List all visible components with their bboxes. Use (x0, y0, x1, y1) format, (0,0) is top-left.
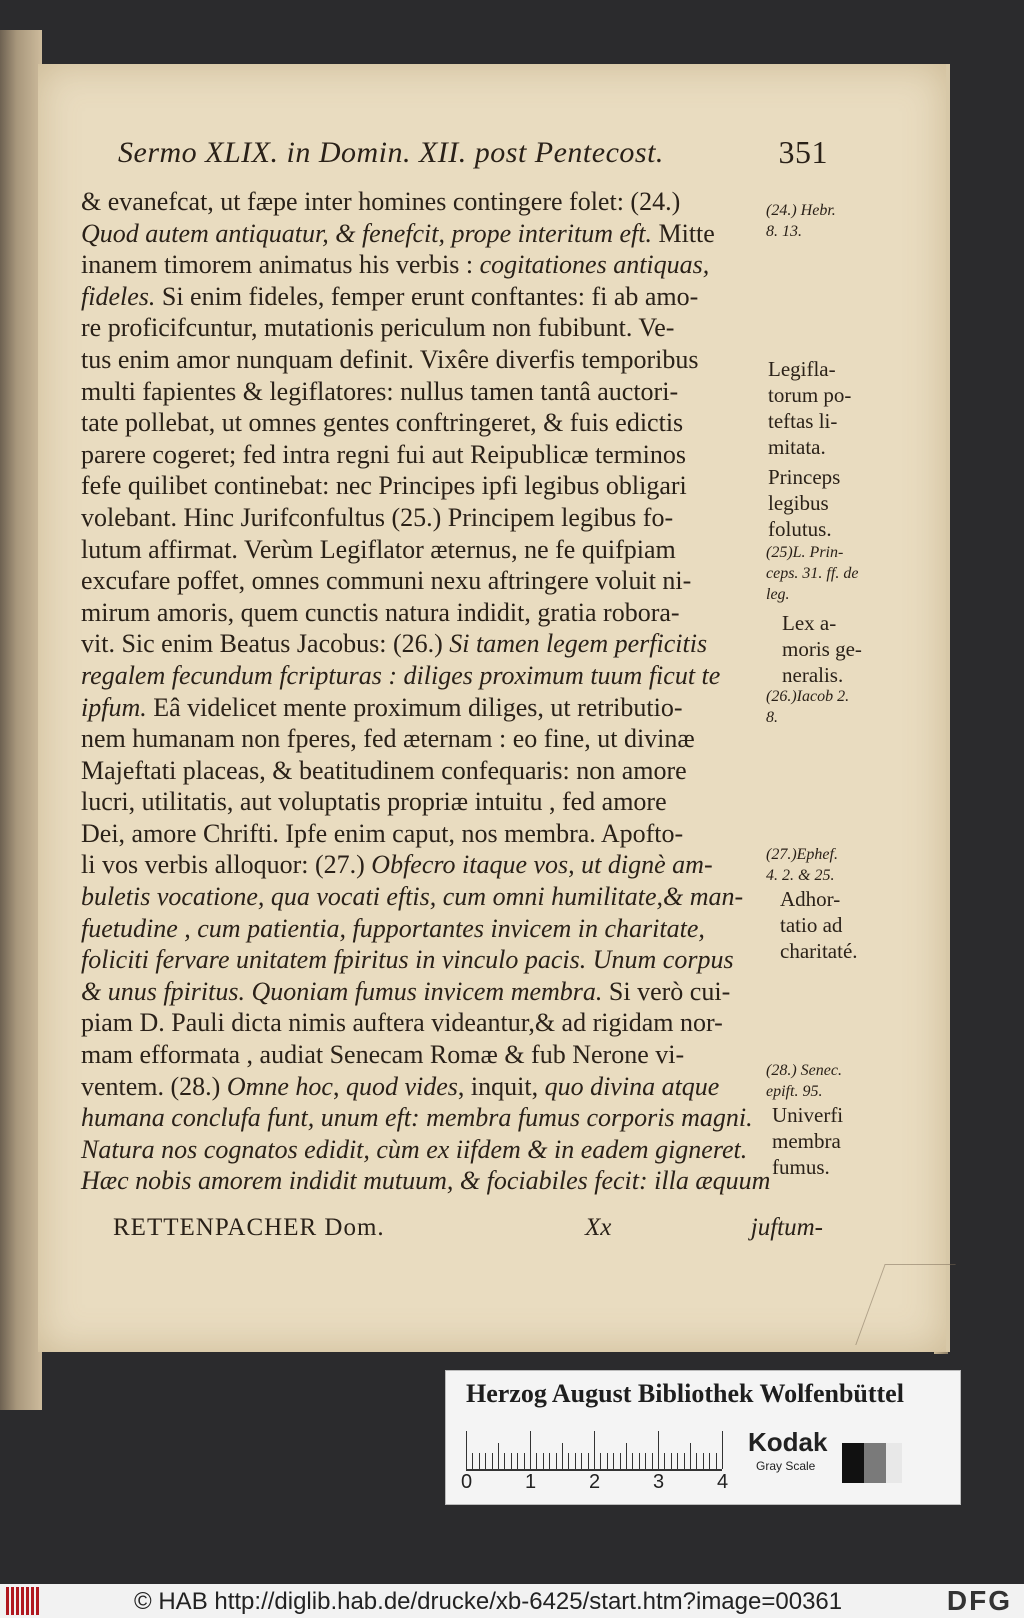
roman-span: tus enim amor nunquam definit. Vixêre diverfis temporibus (81, 344, 699, 374)
roman-span: parere cogeret; fed intra regni fui aut Reipublicæ terminos (81, 439, 686, 469)
ruler-tick (543, 1453, 544, 1469)
margin-ref-26: (26.)Iacob 2. 8. (766, 688, 850, 726)
roman-span: Si verò cui- (602, 976, 731, 1006)
ruler-tick (703, 1453, 704, 1469)
ruler-tick (562, 1443, 563, 1469)
text-line (81, 944, 821, 976)
adjacent-page-edge (0, 30, 42, 1410)
ruler-tick (626, 1443, 627, 1469)
text-line (81, 660, 821, 692)
margin-note-adhortatio: Adhor- tatio ad charitaté. (780, 887, 858, 963)
italic-span: Natura nos cognatos edidit, cùm ex iifdem & in eadem gigneret. (81, 1134, 748, 1164)
text-line (81, 1071, 821, 1103)
roman-span: volebant. Hinc Jurifconfultus (25.) Principem legibus fo- (81, 502, 674, 532)
ruler-tick (536, 1453, 537, 1469)
text-line (81, 281, 821, 313)
gray-patch-light (886, 1443, 902, 1483)
italic-span: Hæc nobis amorem indidit mutuum, & fociabiles fecit: illa æquum (81, 1166, 771, 1196)
ruler-tick (556, 1453, 557, 1469)
ruler-tick (594, 1431, 595, 1469)
ruler-tick (466, 1431, 467, 1469)
ruler-tick (684, 1453, 685, 1469)
text-line (81, 786, 821, 818)
text-line (81, 249, 821, 281)
ruler-tick (517, 1453, 518, 1469)
margin-note-lex-amoris: Lex a- moris ge- neralis. (782, 611, 862, 687)
library-name: Herzog August Bibliothek Wolfenbüttel (466, 1379, 904, 1408)
italic-span: & unus fpiritus. Quoniam fumus invicem membra. (81, 976, 603, 1006)
ruler-tick (639, 1453, 640, 1469)
margin-ref-24: (24.) Hebr. 8. 13. (766, 202, 836, 240)
roman-span: & evanefcat, ut fæpe inter homines contingere folet: (24.) (81, 187, 681, 216)
text-line (81, 818, 821, 850)
ruler-tick (677, 1453, 678, 1469)
roman-span: lucri, utilitatis, aut voluptatis propriæ intuitu , fed amore (81, 787, 667, 817)
text-line (81, 376, 821, 408)
catchword: juftum- (750, 1214, 823, 1241)
text-line (81, 881, 821, 913)
roman-span: Majeftati placeas, & beatitudinem confequaris: non amore (81, 755, 687, 785)
italic-span: quod vides (345, 1071, 458, 1101)
color-target-card (445, 1370, 961, 1505)
text-line (81, 913, 821, 945)
italic-span: regalem fecundum fcripturas : diliges proximum tuum ficut te (81, 660, 721, 690)
ruler-tick (652, 1453, 653, 1469)
margin-ref-27: (27.)Ephef. 4. 2. & 25. (766, 846, 838, 884)
ruler-tick (472, 1453, 473, 1469)
ruler-tick (498, 1443, 499, 1469)
gray-patch-black (842, 1443, 864, 1483)
text-line (81, 597, 821, 629)
ruler-tick (485, 1453, 486, 1469)
italic-span: humana conclufa funt, unum eft: membra fumus corporis magni. (81, 1103, 753, 1133)
roman-span: excufare poffet, omnes communi nexu aftringere voluit ni- (81, 566, 692, 596)
italic-span: Obfecro itaque vos, ut dignè am- (371, 850, 713, 880)
margin-ref-28: (28.) Senec. epift. 95. (766, 1062, 842, 1100)
text-line (81, 1007, 821, 1039)
book-page (38, 64, 946, 1352)
catchline (113, 1214, 823, 1250)
text-line (81, 344, 821, 376)
barcode-icon (6, 1587, 46, 1615)
ruler-tick (722, 1431, 723, 1469)
margin-note-universi: Univerfi membra fumus. (772, 1103, 844, 1179)
text-line (81, 723, 821, 755)
author-signature-line: RETTENPACHER Dom. (113, 1214, 385, 1241)
text-line (81, 1102, 821, 1134)
running-head (118, 134, 828, 174)
ruler-tick (504, 1453, 505, 1469)
kodak-logo: Kodak (748, 1427, 828, 1457)
margin-ref-25: (25)L. Prin- ceps. 31. ff. de leg. (766, 544, 859, 603)
text-line (81, 628, 821, 660)
italic-span: quo divina atque (544, 1071, 720, 1101)
roman-span: , inquit, (457, 1071, 545, 1101)
roman-span: lutum affirmat. Verùm Legiflator æternus, ne fe quifpiam (81, 534, 676, 564)
ruler-tick (575, 1453, 576, 1469)
text-line (81, 565, 821, 597)
italic-span: Omne hoc (226, 1071, 333, 1101)
roman-span: mam efformata , audiat Senecam Romæ & fub Nerone vi- (81, 1040, 685, 1070)
ruler-tick (511, 1453, 512, 1469)
ruler-tick (492, 1453, 493, 1469)
roman-span: multi fapientes & legiflatores: nullus tamen tantâ auctori- (81, 376, 679, 406)
italic-span: Quod autem antiquatur, & fenefcit, prope interitum eft. (81, 218, 652, 248)
ruler-tick (600, 1453, 601, 1469)
text-line (81, 849, 821, 881)
ruler-label-4: 4 (717, 1471, 729, 1493)
roman-span: nem humanam non fperes, fed æternam : eo fine, ut divinæ (81, 724, 695, 754)
italic-span: ipfum. (81, 692, 147, 722)
margin-note-legislatorum: Legifla- torum po- teftas li- mitata. (768, 357, 852, 459)
roman-span: Dei, amore Chrifti. Ipfe enim caput, nos membra. Apofto- (81, 818, 684, 848)
text-line (81, 692, 821, 724)
text-line (81, 218, 821, 250)
text-line (81, 976, 821, 1008)
ruler-tick (588, 1453, 589, 1469)
ruler-tick (658, 1431, 659, 1469)
footer-bar (0, 1584, 1024, 1618)
margin-note-princeps: Princeps legibus folutus. (768, 465, 841, 541)
ruler-tick (690, 1443, 691, 1469)
gathering-signature: Xx (585, 1214, 612, 1241)
copyright-link[interactable]: © HAB http://diglib.hab.de/drucke/xb-6425/start.htm?image=00361 (134, 1588, 843, 1615)
text-line (81, 439, 821, 471)
ruler-tick (664, 1453, 665, 1469)
roman-span: Eâ videlicet mente proximum diliges, ut retributio- (146, 692, 683, 722)
ruler-tick (709, 1453, 710, 1469)
gray-scale-label: Gray Scale (756, 1459, 816, 1473)
roman-span: piam D. Pauli dicta nimis auftera videantur,& ad rigidam nor- (81, 1008, 723, 1038)
roman-span: , (332, 1071, 346, 1101)
italic-span: Si tamen legem perficitis (449, 629, 708, 659)
ruler-tick (620, 1453, 621, 1469)
ruler-tick (696, 1453, 697, 1469)
text-line (81, 1039, 821, 1071)
roman-span: mirum amoris, quem cunctis natura indidit, gratia robora- (81, 597, 680, 627)
text-line (81, 502, 821, 534)
text-line (81, 186, 821, 218)
ruler-tick (568, 1453, 569, 1469)
ruler-tick (716, 1453, 717, 1469)
ruler-tick (524, 1453, 525, 1469)
text-line (81, 534, 821, 566)
roman-span: Si enim fideles, femper erunt conftantes: fi ab amo- (155, 281, 699, 311)
text-line (81, 470, 821, 502)
running-title: Sermo XLIX. in Domin. XII. post Pentecost. (118, 136, 664, 169)
ruler-label-2: 2 (589, 1471, 601, 1493)
text-line (81, 1134, 821, 1166)
ruler-tick (607, 1453, 608, 1469)
measurement-ruler (466, 1429, 722, 1471)
ruler-tick (581, 1453, 582, 1469)
roman-span: Mitte (651, 218, 715, 248)
roman-span: re proficifcuntur, mutationis periculum non fubibunt. Ve- (81, 313, 675, 343)
body-text (81, 186, 821, 1197)
ruler-tick (479, 1453, 480, 1469)
ruler-tick (645, 1453, 646, 1469)
page-number: 351 (778, 134, 828, 170)
italic-span: buletis vocatione, qua vocati eftis, cum omni humilitate,& man- (81, 882, 744, 912)
dfg-logo: DFG (946, 1585, 1012, 1616)
italic-span: fuetudine , cum patientia, fupportantes invicem in charitate, (81, 913, 705, 943)
roman-span: inanem timorem animatus his verbis : (81, 250, 480, 280)
ruler-label-1: 1 (525, 1471, 537, 1493)
text-line (81, 1165, 821, 1197)
text-line (81, 407, 821, 439)
roman-span: tate pollebat, ut omnes gentes conftringeret, & fuis edictis (81, 408, 684, 438)
gray-patch-mid (864, 1443, 886, 1483)
text-line (81, 312, 821, 344)
ruler-tick (613, 1453, 614, 1469)
ruler-tick (549, 1453, 550, 1469)
roman-span: vit. Sic enim Beatus Jacobus: (26.) (81, 629, 450, 659)
ruler-tick (632, 1453, 633, 1469)
ruler-tick (530, 1431, 531, 1469)
italic-span: cogitationes antiquas, (479, 250, 710, 280)
roman-span: li vos verbis alloquor: (27.) (81, 850, 372, 880)
roman-span: fefe quilibet continebat: nec Principes ipfi legibus obligari (81, 471, 687, 501)
ruler-label-0: 0 (461, 1471, 473, 1493)
ruler-label-3: 3 (653, 1471, 665, 1493)
roman-span: ventem. (28.) (81, 1071, 227, 1101)
italic-span: foliciti fervare unitatem fpiritus in vinculo pacis. Unum corpus (81, 945, 734, 975)
page-corner-fold (855, 1264, 955, 1345)
text-line (81, 755, 821, 787)
ruler-tick (671, 1453, 672, 1469)
italic-span: fideles. (81, 281, 156, 311)
